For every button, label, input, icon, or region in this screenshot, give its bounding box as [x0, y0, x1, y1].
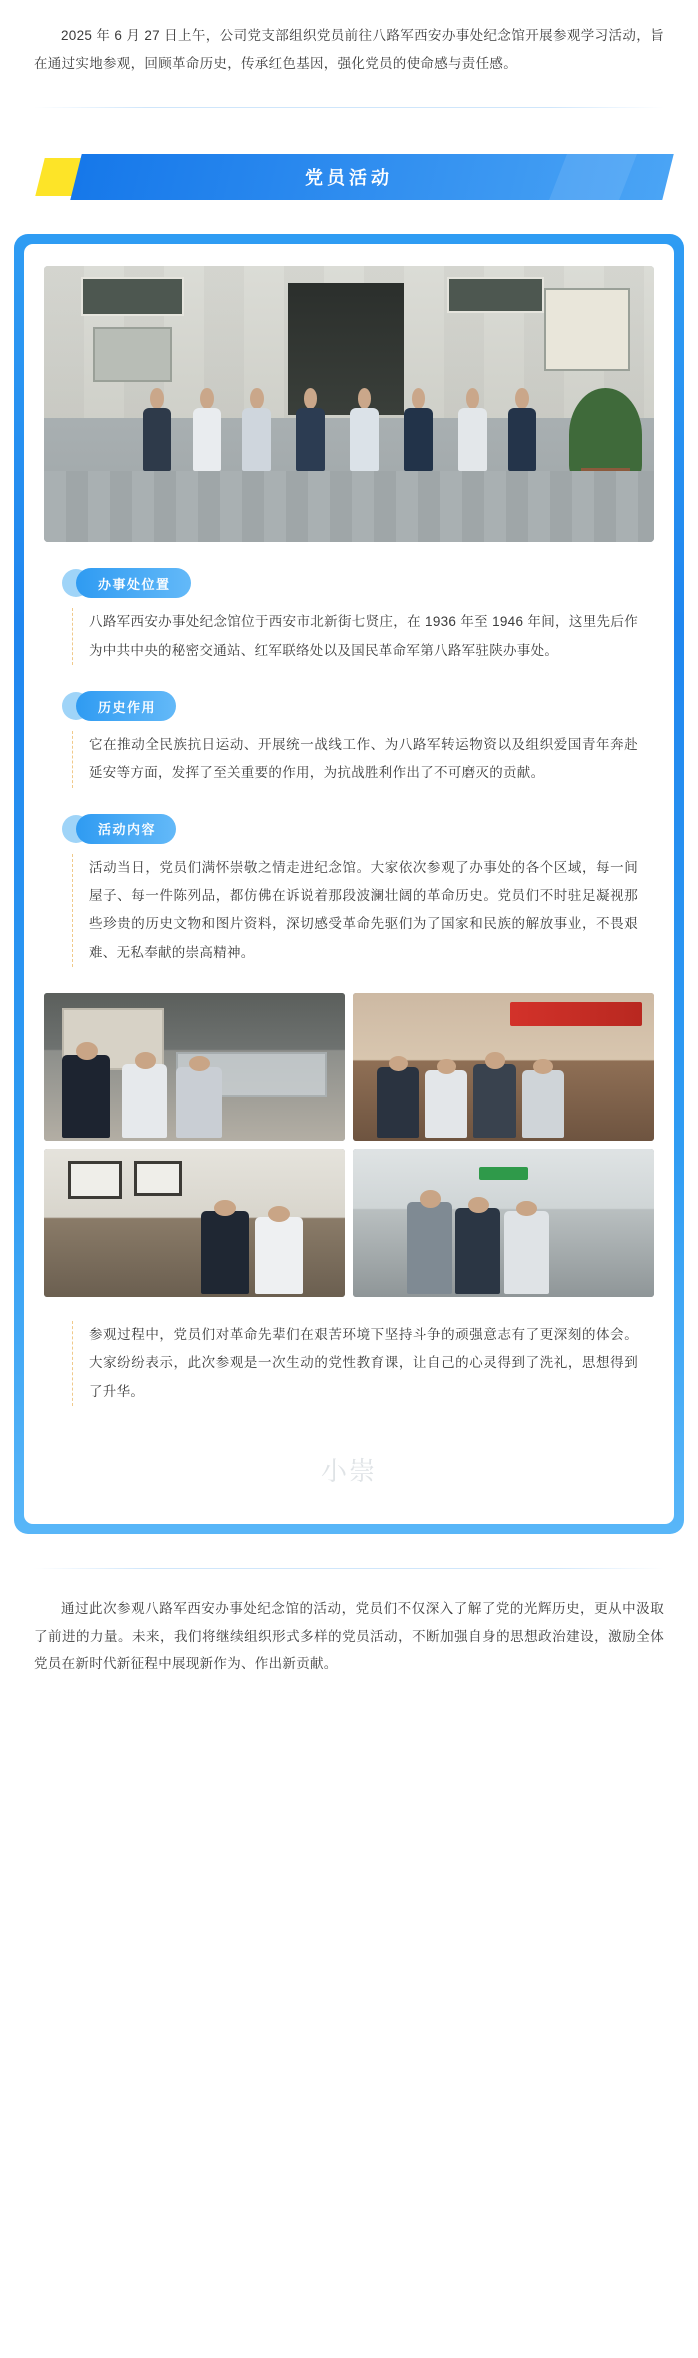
- content-card-inner: [24, 244, 674, 1524]
- section-location-body: [72, 608, 638, 665]
- section-activity-header: [62, 814, 654, 844]
- hero-window-left: [81, 277, 185, 316]
- visitor-figure: [455, 1208, 500, 1294]
- wall-portrait: [134, 1161, 182, 1197]
- grid-photo-2: [353, 993, 654, 1141]
- closing-text: 参观过程中，党员们对革命先辈们在艰苦环境下坚持斗争的顽强意志有了更深刻的体会。大家纷纷表示，此次参观是一次生动的党性教育课，让自己的心灵得到了洗礼，思想得到了升华。: [89, 1327, 638, 1399]
- grid-photo-3: [44, 1149, 345, 1297]
- wall-portrait: [68, 1161, 122, 1199]
- visitor-figure: [407, 1202, 452, 1294]
- hero-plaque-left: [93, 327, 172, 382]
- visitor-figure: [122, 1064, 167, 1138]
- section-activity-body: [72, 854, 638, 967]
- section-activity: [44, 814, 654, 967]
- grid-photo-4: [353, 1149, 654, 1297]
- visitor-figure: [62, 1055, 110, 1138]
- hero-photo: [44, 266, 654, 542]
- section-history: [44, 691, 654, 788]
- footer-divider: [34, 1568, 664, 1569]
- visitor-figure: [473, 1064, 515, 1138]
- section-banner: [30, 154, 668, 200]
- visitor-figure: [255, 1217, 303, 1294]
- section-activity-text: 活动当日，党员们满怀崇敬之情走进纪念馆。大家依次参观了办事处的各个区域，每一间屋子、每一件陈列品，都仿佛在诉说着那段波澜壮阔的革命历史。党员们不时驻足凝视那些珍贵的历史文物和图片资料，深切感受革命先驱们为了国家和民族的解放事业，不畏艰难、无私奉献的崇高精神。: [89, 859, 638, 960]
- closing-block: [72, 1321, 638, 1406]
- section-history-header: [62, 691, 654, 721]
- section-location-text: 八路军西安办事处纪念馆位于西安市北新街七贤庄，在 1936 年至 1946 年间，这里先后作为中共中央的秘密交通站、红军联络处以及国民革命军第八路军驻陕办事处。: [89, 614, 638, 658]
- footer-section: [0, 1534, 698, 1708]
- grid-photo-1: [44, 993, 345, 1141]
- content-card: [14, 234, 684, 1534]
- visitor-figure: [201, 1211, 249, 1294]
- section-history-body: [72, 731, 638, 788]
- section-history-title: 历史作用: [76, 691, 176, 721]
- banner-title: 党员活动: [305, 168, 393, 189]
- hero-group-photo-people: [142, 388, 557, 471]
- intro-paragraph: 2025 年 6 月 27 日上午，公司党支部组织党员前往八路军西安办事处纪念馆开展参观学习活动，旨在通过实地参观，回顾革命历史，传承红色基因，强化党员的使命感与责任感。: [34, 28, 664, 71]
- hero-ground-pavement: [44, 471, 654, 543]
- visitor-figure: [176, 1067, 221, 1138]
- hero-window-right: [447, 277, 545, 313]
- section-location: [44, 568, 654, 665]
- section-activity-title: 活动内容: [76, 814, 176, 844]
- visitor-figure: [504, 1211, 549, 1294]
- hero-sign-board: [544, 288, 629, 371]
- visitor-figure: [522, 1070, 564, 1138]
- intro-section: [0, 0, 698, 93]
- section-location-title: 办事处位置: [76, 568, 191, 598]
- footer-paragraph: 通过此次参观八路军西安办事处纪念馆的活动，党员们不仅深入了解了党的光辉历史，更从中汲取了前进的力量。未来，我们将继续组织形式多样的党员活动，不断加强自身的思想政治建设，激励全体党员在新时代新征程中展现新作为、作出新贡献。: [34, 1601, 664, 1672]
- section-history-text: 它在推动全民族抗日运动、开展统一战线工作、为八路军转运物资以及组织爱国青年奔赴延安等方面，发挥了至关重要的作用，为抗战胜利作出了不可磨灭的贡献。: [89, 737, 638, 781]
- visitor-figure: [425, 1070, 467, 1138]
- section-location-header: [62, 568, 654, 598]
- intro-divider: [34, 107, 664, 108]
- photo-grid: [44, 993, 654, 1297]
- watermark: 小崇: [320, 1456, 377, 1487]
- visitor-figure: [377, 1067, 419, 1138]
- exit-sign: [479, 1167, 527, 1180]
- red-banner: [510, 1002, 642, 1026]
